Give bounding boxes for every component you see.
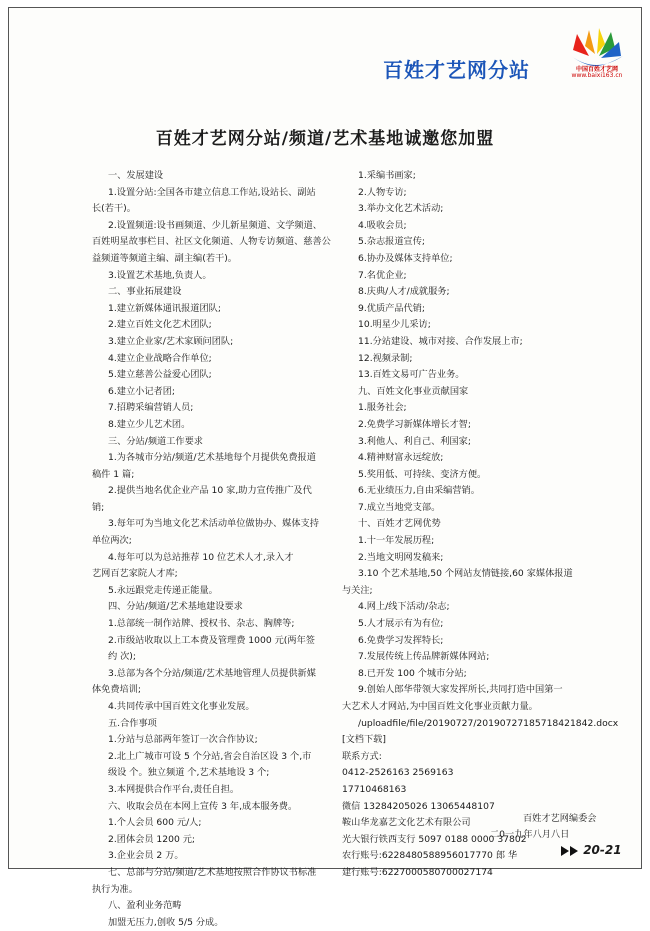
text-line: 光大银行铁西支行 5097 0188 0000 37802 [342,833,527,845]
text-line: 一、发展建设 [108,170,164,181]
text-line: 农行账号:6228480588956017770 郎 华 [342,850,518,862]
logo-url: www.baixi163.cn [571,72,623,79]
page-number [561,843,622,857]
text-line: 11.分站建设、城市对接、合作发展上市; [358,335,523,347]
text-line: 5.永远跟党走传递正能量。 [108,584,218,596]
text-line: 与关注; [342,584,373,596]
text-line: 建行账号:6227000580700027174 [342,866,493,878]
text-line: 大艺术人才网站,为中国百姓文化事业贡献力量。 [342,701,538,712]
text-line: 1.建立新媒体通讯报道团队; [108,302,221,314]
text-line: 2.北上广城市可设 5 个分站,省会自治区设 3 个,市 [108,750,312,762]
text-line: 八、盈利业务范畴 [108,900,182,912]
text-line: 2.免费学习新媒体增长才智; [358,418,471,430]
text-line: 5.奖用低、可持续、变济方便。 [358,468,487,480]
text-line: 8.已开发 100 个城市分站; [358,667,467,679]
left-column [92,168,330,931]
text-line: 四、分站/频道/艺术基地建设要求 [108,601,243,613]
text-line: 5.建立慈善公益爱心团队; [108,369,212,381]
text-line: 3.本网提供合作平台,责任自担。 [108,783,240,795]
text-line: 1.十一年发展历程; [358,535,435,547]
text-line: 长(若干)。 [92,203,136,215]
text-line: 2.人物专访; [358,186,407,198]
text-line: 2.团体会员 1200 元; [108,833,196,845]
text-line: 4.吸收会员; [358,219,407,231]
text-line: 稿件 1 篇; [92,468,135,480]
text-line: 9.优质产品代销; [358,302,425,314]
text-line: 3.总部为各个分站/频道/艺术基地管理人员提供新媒 [108,667,316,679]
text-line: 三、分站/频道工作要求 [108,435,203,447]
text-line: 体免费培训; [92,684,142,696]
signature-date: 二0一九年八月八日 [490,829,570,840]
text-line: 执行为准。 [92,883,138,895]
text-line: 益频道等频道主编、副主编(若干)。 [92,252,237,264]
text-line: 3.10 个艺术基地,50 个网站友情链接,60 家媒体报道 [358,568,573,580]
text-line: 七、总部与分站/频道/艺术基地按照合作协议书标准 [108,866,317,878]
text-line: 4.精神财富永远绽放; [358,452,444,464]
text-line: 10.明星少儿采访; [358,319,431,331]
text-line: 7.名优企业; [358,269,407,281]
text-line: 17710468163 [342,783,407,795]
text-line: 6.无业绩压力,自由采编营销。 [358,485,480,497]
text-line: 13.百姓文易可广告业务。 [358,369,465,381]
text-line: 1.服务社会; [358,402,407,414]
text-line: 五.合作事项 [108,717,157,729]
text-line: 鞍山华龙嘉艺文化艺术有限公司 [342,817,471,829]
text-line: 8.建立少儿艺术团。 [108,418,191,430]
text-line: 单位两次; [92,535,132,547]
text-line: 微信 13284205026 13065448107 [342,800,495,812]
text-line: 3.企业会员 2 万。 [108,850,184,862]
text-line: 加盟无压力,创收 5/5 分成。 [108,916,224,928]
text-line: 级设 个。独立频道 个,艺术基地设 3 个; [108,767,270,779]
text-line: 艺网百艺家院人才库; [92,568,178,580]
arrow-right-icon [570,846,578,856]
text-line: 3.举办文化艺术活动; [358,203,444,215]
text-line: 7.成立当地党支部。 [358,501,441,513]
text-line: 8.庆典/人才/成就服务; [358,286,450,298]
text-line: /uploadfile/file/20190727/20190727185718421842.docx [358,717,619,729]
text-line: 3.每年可为当地文化艺术活动单位做协办、媒体支持 [108,518,319,530]
text-line: 4.网上/线下活动/杂志; [358,601,450,613]
arrow-right-icon [561,846,569,856]
text-line: 12.视频录制; [358,352,413,364]
text-line: 1.为各城市分站/频道/艺术基地每个月提供免费报道 [108,452,316,464]
text-line: 2.市级站收取以上工本费及管理费 1000 元(两年签 [108,634,315,646]
text-line: 5.人才展示有为有位; [358,618,444,630]
text-line: 2.设置频道:设书画频道、少儿新星频道、文学频道、 [108,219,322,231]
text-line: 2.提供当地名优企业产品 10 家,助力宣传推广及代 [108,485,312,497]
magazine-page [8,7,642,928]
text-line: 5.杂志报道宣传; [358,236,425,248]
text-line: 联系方式: [342,750,382,762]
text-line: 六、收取会员在本网上宣传 3 年,成本服务费。 [108,800,298,812]
page-header [9,8,641,108]
text-line: 1.个人会员 600 元/人; [108,817,202,829]
signature-organization: 百姓才艺网编委会 [523,813,597,824]
text-line: 9.创始人郎华带领大家发挥所长,共同打造中国第一 [358,684,563,696]
text-line: 1.采编书画家; [358,170,416,181]
text-line: 6.免费学习发挥特长; [358,634,444,646]
text-line: 3.利他人、利自己、利国家; [358,435,471,447]
text-line: 1.分站与总部两年签订一次合作协议; [108,734,258,746]
logo-caption: 中国百姓才艺网 [575,66,618,73]
text-line: 九、百姓文化事业贡献国家 [358,385,469,397]
text-line: 7.招聘采编营销人员; [108,402,194,414]
text-line: 十、百姓才艺网优势 [358,518,441,530]
text-line: 6.协办及媒体支持单位; [358,252,453,264]
text-line: 百姓明星故事栏目、社区文化频道、人物专访频道、慈善公 [92,236,331,248]
text-line: 4.每年可以为总站推荐 10 位艺术人才,录入才 [108,551,294,563]
text-line: 0412-2526163 2569163 [342,767,454,779]
text-line: 6.建立小记者团; [108,385,175,397]
text-line: 4.建立企业战略合作单位; [108,352,212,364]
text-line: 3.设置艺术基地,负责人。 [108,269,212,281]
text-line: 2.当地文明网发稿来; [358,551,444,563]
text-line: 4.共同传承中国百姓文化事业发展。 [108,701,255,712]
page-number-text: 20-21 [583,843,622,857]
text-line: 2.建立百姓文化艺术团队; [108,319,212,331]
text-line: 7.发展传统上传品牌新媒体网站; [358,651,490,663]
page-title: 百姓才艺网分站/频道/艺术基地诚邀您加盟 [155,129,495,149]
text-line: 1.总部统一制作站牌、授权书、杂志、胸牌等; [108,618,295,630]
text-line: [文档下载] [342,734,386,746]
text-line: 销; [92,501,105,513]
brand-name: 百姓才艺网分站 [383,58,530,82]
text-line: 1.设置分站:全国各市建立信息工作站,设站长、副站 [108,186,316,198]
text-line: 3.建立企业家/艺术家顾问团队; [108,335,234,347]
text-line: 二、事业拓展建设 [108,286,182,298]
text-line: 约 次); [108,651,136,663]
